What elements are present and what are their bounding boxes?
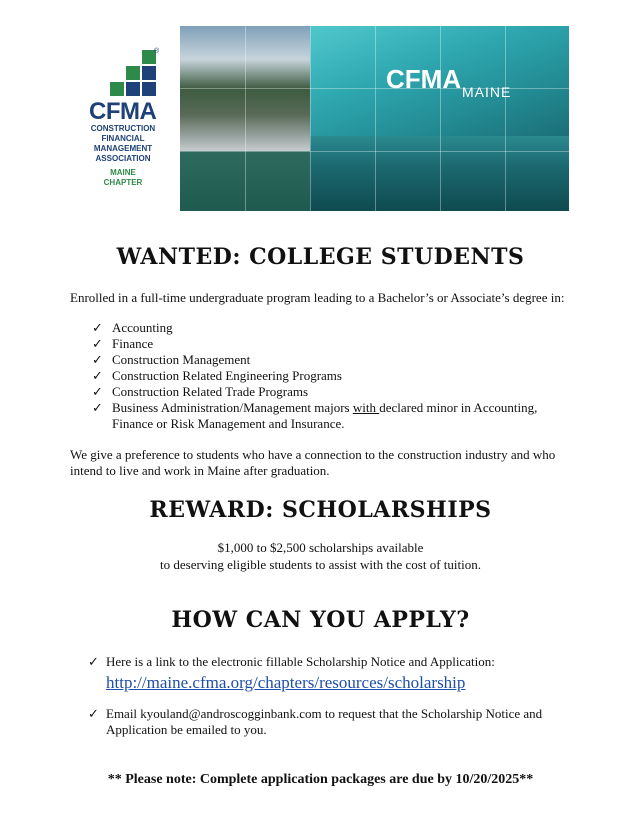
checkmark-icon: ✓: [92, 400, 103, 415]
logo-brand: CFMA: [89, 98, 157, 125]
list-item: [88, 706, 558, 738]
list-item: [88, 654, 558, 694]
registered-mark: ®: [154, 48, 160, 55]
preference-paragraph: We give a preference to students who have a connection to the construction industry and who intend to live and work in Maine after graduation.: [70, 447, 556, 478]
checkmark-icon: ✓: [92, 368, 103, 383]
heading-reward: REWARD: SCHOLARSHIPS: [149, 497, 492, 523]
logo-chapter: MAINE CHAPTER: [103, 168, 143, 187]
list-item: ✓ Finance: [92, 336, 154, 351]
checkmark-icon: ✓: [88, 654, 99, 669]
cfma-maine-logo: [70, 40, 176, 200]
list-item: ✓ Construction Related Engineering Programs: [92, 368, 342, 383]
header-banner-image: [180, 26, 569, 211]
scholarship-link[interactable]: http://maine.cfma.org/chapters/resources/scholarship: [106, 673, 466, 692]
list-item: ✓ Construction Management: [92, 352, 251, 367]
intro-paragraph: Enrolled in a full-time undergraduate program leading to a Bachelor’s or Associate’s degree in:: [70, 290, 565, 305]
list-item: ✓ Construction Related Trade Programs: [92, 384, 309, 399]
apply-list: [88, 654, 558, 738]
banner-sub: MAINE: [462, 84, 512, 100]
apply-link-text: Here is a link to the electronic fillable Scholarship Notice and Application:: [106, 654, 495, 669]
logo-association-name: CONSTRUCTION FINANCIAL MANAGEMENT ASSOCIATION: [90, 124, 156, 163]
checkmark-icon: ✓: [92, 352, 103, 367]
checkmark-icon: ✓: [88, 706, 99, 721]
reward-line-1: $1,000 to $2,500 scholarships available: [217, 540, 424, 555]
checkmark-icon: ✓: [92, 336, 103, 351]
heading-wanted: WANTED: COLLEGE STUDENTS: [116, 244, 525, 270]
program-list: [92, 320, 562, 432]
heading-apply: HOW CAN YOU APPLY?: [171, 607, 470, 633]
banner-title: [386, 64, 512, 100]
banner-brand: CFMA: [386, 64, 462, 94]
reward-line-2: to deserving eligible students to assist with the cost of tuition.: [160, 557, 481, 572]
checkmark-icon: ✓: [92, 320, 103, 335]
due-date-note: ** Please note: Complete application packages are due by 10/20/2025**: [107, 772, 534, 787]
list-item: ✓ Accounting: [92, 320, 173, 335]
apply-email-text: Email kyouland@androscogginbank.com to request that the Scholarship Notice and Application be emailed to you.: [106, 706, 543, 737]
list-item: ✓ Business Administration/Management majors with declared minor in Accounting, Finance or Risk Management and Insurance.: [92, 400, 538, 431]
checkmark-icon: ✓: [92, 384, 103, 399]
